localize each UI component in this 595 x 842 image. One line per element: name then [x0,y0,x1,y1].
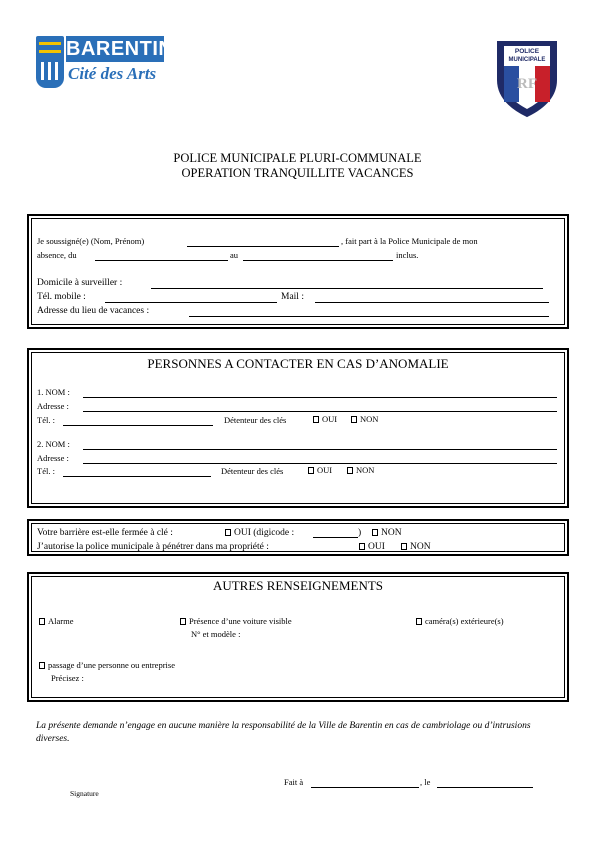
crest-icon [36,36,64,88]
p2-non-option[interactable]: NON [347,465,374,476]
p2-tel-label: Tél. : [37,466,55,476]
p2-adresse-field[interactable] [83,463,557,464]
checkbox-icon [416,618,422,625]
checkbox-icon [401,543,407,550]
checkbox-icon [372,529,378,536]
digicode-close: ) [358,528,362,538]
digicode-field[interactable] [313,537,358,538]
barentin-logo [36,36,174,88]
checkbox-icon [347,467,353,474]
p1-nom-label: 1. NOM : [37,387,70,397]
svg-text:RF: RF [517,76,537,92]
checkbox-icon [39,662,45,669]
mail-field[interactable] [315,302,549,303]
adresse-vacances-label: Adresse du lieu de vacances : [37,306,150,316]
p1-oui-option[interactable]: OUI [313,414,337,425]
barriere-non-option[interactable]: NON [372,527,402,539]
p1-non-option[interactable]: NON [351,414,378,425]
p2-adresse-label: Adresse : [37,453,69,463]
p1-nom-field[interactable] [83,397,557,398]
contacts-heading: PERSONNES A CONTACTER EN CAS D’ANOMALIE [147,356,449,371]
p2-nom-field[interactable] [83,449,557,450]
p1-adresse-label: Adresse : [37,401,69,411]
autorise-label: J’autorise la police municipale à pénétrer dans ma propriété : [37,542,269,552]
domicile-label: Domicile à surveiller : [37,278,123,288]
svg-text:POLICE: POLICE [514,48,540,55]
p2-detenteur-label: Détenteur des clés [221,466,284,476]
title-line-2: OPERATION TRANQUILLITE VACANCES [181,166,414,180]
disclaimer-text: La présente demande n’engage en aucune manière la responsabilité de la Ville de Barentin en cas de cambriolage ou d’intrusions diverses. [36,721,531,744]
p2-nom-label: 2. NOM : [37,439,70,449]
checkbox-icon [359,543,365,550]
acces-box [27,519,569,556]
date-field[interactable] [437,787,533,788]
date-debut-field[interactable] [95,260,228,261]
p1-detenteur-label: Détenteur des clés [224,415,287,425]
checkbox-icon [351,416,357,423]
checkbox-icon [308,467,314,474]
barriere-label: Votre barrière est-elle fermée à clé : [37,528,173,538]
police-badge [494,36,560,118]
modele-label: N° et modèle : [191,629,241,639]
domicile-field[interactable] [151,288,543,289]
fait-a-label: Fait à [284,777,304,787]
autorise-non-option[interactable]: NON [401,541,431,553]
checkbox-icon [225,529,231,536]
p1-tel-label: Tél. : [37,415,55,425]
fait-part-label: , fait part à la Police Municipale de mon [341,236,478,246]
mail-label: Mail : [281,292,304,302]
renseignements-box [27,572,569,702]
barriere-oui-option[interactable]: OUI (digicode : [225,527,294,539]
title-line-1: POLICE MUNICIPALE PLURI-COMMUNALE [173,151,422,165]
svg-text:MUNICIPALE: MUNICIPALE [508,57,546,63]
signature-label: Signature [70,789,99,798]
date-fin-field[interactable] [243,260,393,261]
p2-tel-field[interactable] [63,476,211,477]
alarme-option[interactable]: Alarme [39,616,74,627]
fait-a-field[interactable] [311,787,419,788]
au-label: au [230,250,239,260]
contacts-box [27,348,569,508]
nom-prenom-field[interactable] [187,246,339,247]
adresse-vacances-field[interactable] [189,316,549,317]
passage-option[interactable]: passage d’une personne ou entreprise [39,660,175,671]
declaration-box [27,214,569,329]
autorise-oui-option[interactable]: OUI [359,541,385,553]
logo-name: BARENTIN [66,38,174,60]
camera-option[interactable]: caméra(s) extérieure(s) [416,616,504,627]
logo-subtitle: Cité des Arts [68,64,157,83]
renseignements-heading: AUTRES RENSEIGNEMENTS [212,578,384,593]
police-badge-icon [494,36,560,118]
preciser-label: Précisez : [51,673,84,683]
p1-tel-field[interactable] [63,425,213,426]
p1-adresse-field[interactable] [83,411,557,412]
checkbox-icon [313,416,319,423]
tel-mobile-field[interactable] [105,302,277,303]
p2-oui-option[interactable]: OUI [308,465,332,476]
le-label: , le [420,777,431,787]
soussigne-label: Je soussigné(e) (Nom, Prénom) [37,236,145,246]
voiture-option[interactable]: Présence d’une voiture visible [180,616,292,627]
absence-du-label: absence, du [37,250,77,260]
checkbox-icon [180,618,186,625]
checkbox-icon [39,618,45,625]
tel-mobile-label: Tél. mobile : [37,292,86,302]
inclus-label: inclus. [396,250,419,260]
